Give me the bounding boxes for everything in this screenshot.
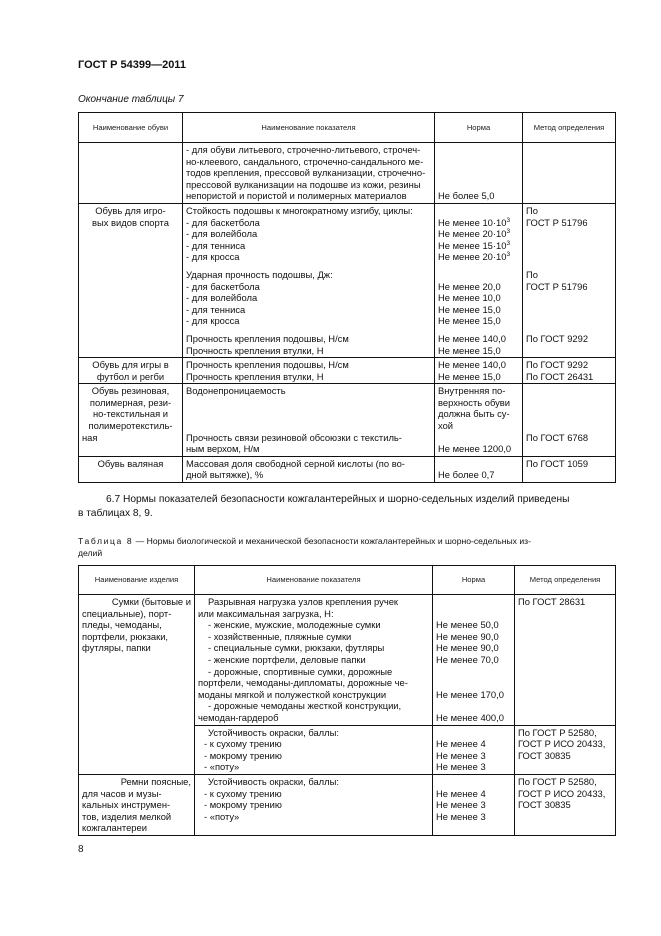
text-line: Не менее 170,0	[436, 688, 504, 700]
document-code: ГОСТ Р 54399—2011	[78, 59, 186, 71]
text-line: Не менее 3	[436, 761, 486, 773]
text-line: Разрывная нагрузка узлов крепления ручек	[208, 596, 399, 607]
text-line: По ГОСТ 9292	[526, 359, 589, 371]
norm-cell	[435, 384, 523, 457]
text-line: портфели, чемоданы-дипломаты, дорожные че-	[198, 677, 408, 689]
text-line: - женские портфели, деловые папки	[208, 653, 366, 665]
text-line: Не менее 15,0	[438, 344, 501, 356]
indicator-cell	[183, 203, 435, 357]
col-header-norm: Норма	[435, 113, 523, 143]
text-line: ГОСТ Р ИСО 20433,	[518, 787, 606, 799]
text-line: Стойкость подошвы к многократному изгибу, циклы:	[186, 204, 413, 216]
text-line: - для тенниса	[186, 303, 246, 315]
text-line: ГОСТ Р 51796	[526, 280, 588, 292]
caption-label: Таблица 8	[78, 536, 134, 546]
col-header-shoe: Наименование обуви	[79, 113, 183, 143]
text-line: верхность обуви	[438, 396, 511, 408]
text-line: - хозяйственные, пляжные сумки	[208, 630, 352, 642]
indicator-cell	[183, 456, 435, 482]
text-line: По	[526, 268, 538, 280]
text-line: для часов и музы-	[82, 787, 162, 799]
text-line: По ГОСТ Р 52580,	[518, 775, 597, 787]
table8-caption	[78, 536, 615, 559]
norm-cell	[433, 725, 515, 774]
text-line: Не менее 90,0	[436, 642, 499, 654]
text-line: Прочность крепления подошвы, Н/см	[186, 332, 349, 344]
text-line: - для кросса	[186, 251, 240, 263]
text-line: - мокрому трению	[204, 799, 282, 811]
product-cell	[79, 774, 195, 835]
table-7	[78, 112, 616, 483]
indicator-cell	[195, 774, 433, 835]
text-line: вых видов спорта	[92, 216, 169, 228]
method-cell	[515, 774, 616, 835]
text-line: но-клеевого, сандального, строчечно-сандального ме-	[186, 155, 424, 167]
indicator-cell	[195, 595, 433, 726]
indicator-cell	[183, 143, 435, 204]
text-line: Не менее $15\cdot 10^3$	[438, 239, 511, 251]
text-line: По ГОСТ 1059	[526, 457, 589, 469]
text-line: кальных инструмен-	[82, 799, 171, 811]
text-line: или максимальная загрузка, Н:	[198, 607, 334, 619]
text-line: Ударная прочность подошвы, Дж:	[186, 268, 333, 280]
text-line: - для волейбола	[186, 228, 258, 240]
text-line: Не менее 15,0	[438, 303, 501, 315]
text-line: Не более 5,0	[438, 190, 495, 202]
col-header-method: Метод определения	[523, 113, 616, 143]
text-line: Обувь для игро-	[95, 204, 166, 216]
text-line: - «потy»	[204, 810, 240, 822]
norm-cell	[435, 456, 523, 482]
text-line: специальные), порт-	[82, 607, 172, 619]
text-line: Прочность крепления подошвы, Н/см	[186, 359, 349, 371]
text-line: в таблицах 8, 9.	[78, 508, 153, 519]
section-paragraph	[78, 493, 615, 521]
shoe-cell	[79, 456, 183, 482]
text-line: - к сухому трению	[204, 787, 282, 799]
text-line: - женские, мужские, молодежные сумки	[208, 619, 381, 631]
text-line: делий	[78, 547, 103, 558]
text-line: но-текстильная и	[92, 408, 168, 420]
text-line: - дорожные, спортивные сумки, дорожные	[208, 665, 393, 677]
method-cell	[523, 384, 616, 457]
col-header-indicator: Наименование показателя	[183, 113, 435, 143]
method-cell	[523, 358, 616, 384]
text-line: - для волейбола	[186, 292, 258, 304]
text-line: Не менее 50,0	[436, 619, 499, 631]
page-number: 8	[78, 844, 84, 855]
table-row	[79, 384, 616, 457]
table-row	[79, 203, 616, 357]
text-line: - для баскетбола	[186, 280, 260, 292]
norm-cell	[435, 358, 523, 384]
indicator-cell	[183, 358, 435, 384]
text-line: По ГОСТ 28631	[518, 596, 586, 607]
text-line: - для баскетбола	[186, 216, 260, 228]
text-line: ГОСТ Р 51796	[526, 216, 588, 228]
indicator-cell	[183, 384, 435, 457]
text-line: - для обуви литьевого, строчечно-литьевого, строчеч-	[186, 144, 421, 155]
text-line: Не менее 20,0	[438, 280, 501, 292]
norm-cell	[433, 595, 515, 726]
method-cell	[515, 595, 616, 726]
text-line: По ГОСТ 6768	[526, 431, 589, 443]
text-line: хой	[438, 420, 454, 432]
text-line: ГОСТ 30835	[518, 749, 571, 761]
text-line: - для кросса	[186, 315, 240, 327]
text-line: ная	[82, 431, 98, 443]
method-cell	[523, 203, 616, 357]
text-line: Не менее 140,0	[438, 359, 506, 371]
text-line: Не менее 10,0	[438, 292, 501, 304]
text-line: Обувь резиновая,	[91, 385, 170, 397]
text-line: должна быть су-	[438, 408, 510, 420]
col-header-norm: Норма	[433, 566, 515, 595]
text-line: Обувь для игры в	[92, 359, 169, 371]
text-line: Не менее 4	[436, 738, 486, 750]
shoe-cell	[79, 203, 183, 357]
text-line: кожгалантереи	[82, 822, 147, 834]
indicator-cell	[195, 725, 433, 774]
method-cell	[523, 456, 616, 482]
text-line: Массовая доля свободной серной кислоты (по во-	[186, 457, 405, 469]
text-line: Водонепроницаемость	[186, 385, 286, 397]
text-line: Не более 0,7	[438, 469, 495, 481]
table7-header-row	[79, 113, 616, 143]
method-cell	[515, 725, 616, 774]
text-line: - мокрому трению	[204, 749, 282, 761]
text-line: прессовой вулканизации на подошве из кожи, резины	[186, 178, 421, 190]
text-line: ным верхом, Н/м	[186, 443, 260, 455]
text-line: непористой и пористой и полимерных материалов	[186, 190, 407, 202]
text-line: Не менее 15,0	[438, 315, 501, 327]
table-row	[79, 595, 616, 726]
text-line: Прочность крепления втулки, Н	[186, 370, 324, 382]
text-line: Прочность связи резиновой обсоюзки с текстиль-	[186, 431, 402, 443]
text-line: По ГОСТ 9292	[526, 332, 589, 344]
text-line: Не менее 90,0	[436, 630, 499, 642]
text-line: полимерная, рези-	[89, 396, 172, 408]
text-line: Не менее 1200,0	[438, 443, 512, 455]
text-line: Не менее 15,0	[438, 370, 501, 382]
text-line: - для тенниса	[186, 239, 246, 251]
text-line: Не менее 3	[436, 799, 486, 811]
text-line: Не менее 3	[436, 749, 486, 761]
text-line: По ГОСТ Р 52580,	[518, 726, 597, 738]
text-line: футбол и регби	[96, 370, 165, 382]
text-line: портфели, рюкзаки,	[82, 630, 169, 642]
text-line: Сумки (бытовые и	[111, 596, 191, 607]
text-line: Не менее 400,0	[436, 711, 504, 723]
product-cell	[79, 595, 195, 775]
norm-cell	[435, 203, 523, 357]
text-line: По	[526, 204, 538, 216]
table-row	[79, 358, 616, 384]
text-line: моданы мягкой и полужесткой конструкции	[198, 688, 387, 700]
text-line: Устойчивость окраски, баллы:	[208, 726, 339, 738]
text-line: - «потy»	[204, 761, 240, 773]
text-line: Не менее $20\cdot 10^3$	[438, 251, 511, 263]
norm-cell	[433, 774, 515, 835]
text-line	[78, 536, 615, 548]
text-line: ГОСТ Р ИСО 20433,	[518, 738, 606, 750]
text-line: ГОСТ 30835	[518, 799, 571, 811]
text-line: - дорожные чемоданы жесткой конструкции,	[208, 700, 402, 712]
table8-header-row	[79, 566, 616, 595]
table-row	[79, 456, 616, 482]
text-line: тов, изделия мелкой	[82, 810, 172, 822]
text-line: Не менее 4	[436, 787, 486, 799]
text-line: По ГОСТ 26431	[526, 370, 594, 382]
text-line: Не менее $10\cdot 10^3$	[438, 216, 511, 228]
col-header-method: Метод определения	[515, 566, 616, 595]
text-line: Не менее 70,0	[436, 653, 499, 665]
text-line: - специальные сумки, рюкзаки, футляры	[208, 642, 385, 654]
shoe-cell	[79, 358, 183, 384]
text-line: чемодан-гардероб	[198, 711, 279, 723]
table-8	[78, 565, 616, 836]
text-line: Ремни поясные,	[120, 775, 191, 787]
text-line: Не менее 140,0	[438, 332, 506, 344]
text-line: Внутренняя по-	[438, 385, 506, 397]
text-line: Не менее $20\cdot 10^3$	[438, 228, 511, 240]
table-row	[79, 774, 616, 835]
text-line: пледы, чемоданы,	[82, 619, 162, 631]
norm-cell	[435, 143, 523, 204]
table-row	[79, 143, 616, 204]
text-line: полимеротекстиль-	[88, 420, 173, 432]
text-line: Устойчивость окраски, баллы:	[208, 775, 339, 787]
text-line: тодов крепления, прессовой вулканизации, строчечно-	[186, 167, 426, 179]
text-line: Обувь валяная	[97, 457, 164, 469]
text-line: дной вытяжке), %	[186, 469, 264, 481]
text-line: Не менее 3	[436, 810, 486, 822]
col-header-indicator: Наименование показателя	[195, 566, 433, 595]
text-line: Прочность крепления втулки, Н	[186, 344, 324, 356]
shoe-cell	[79, 143, 183, 204]
table7-continuation-label: Окончание таблицы 7	[78, 94, 184, 105]
shoe-cell	[79, 384, 183, 457]
method-cell	[523, 143, 616, 204]
text-line: - к сухому трению	[204, 738, 282, 750]
text-line: 6.7 Нормы показателей безопасности кожгалантерейных и шорно-седельных изделий приведены	[106, 494, 570, 505]
caption-text: — Нормы биологической и механической безопасности кожгалантерейных и шорно-седельных из-	[133, 536, 531, 546]
text-line: футляры, папки	[82, 642, 151, 654]
col-header-product: Наименование изделия	[79, 566, 195, 595]
